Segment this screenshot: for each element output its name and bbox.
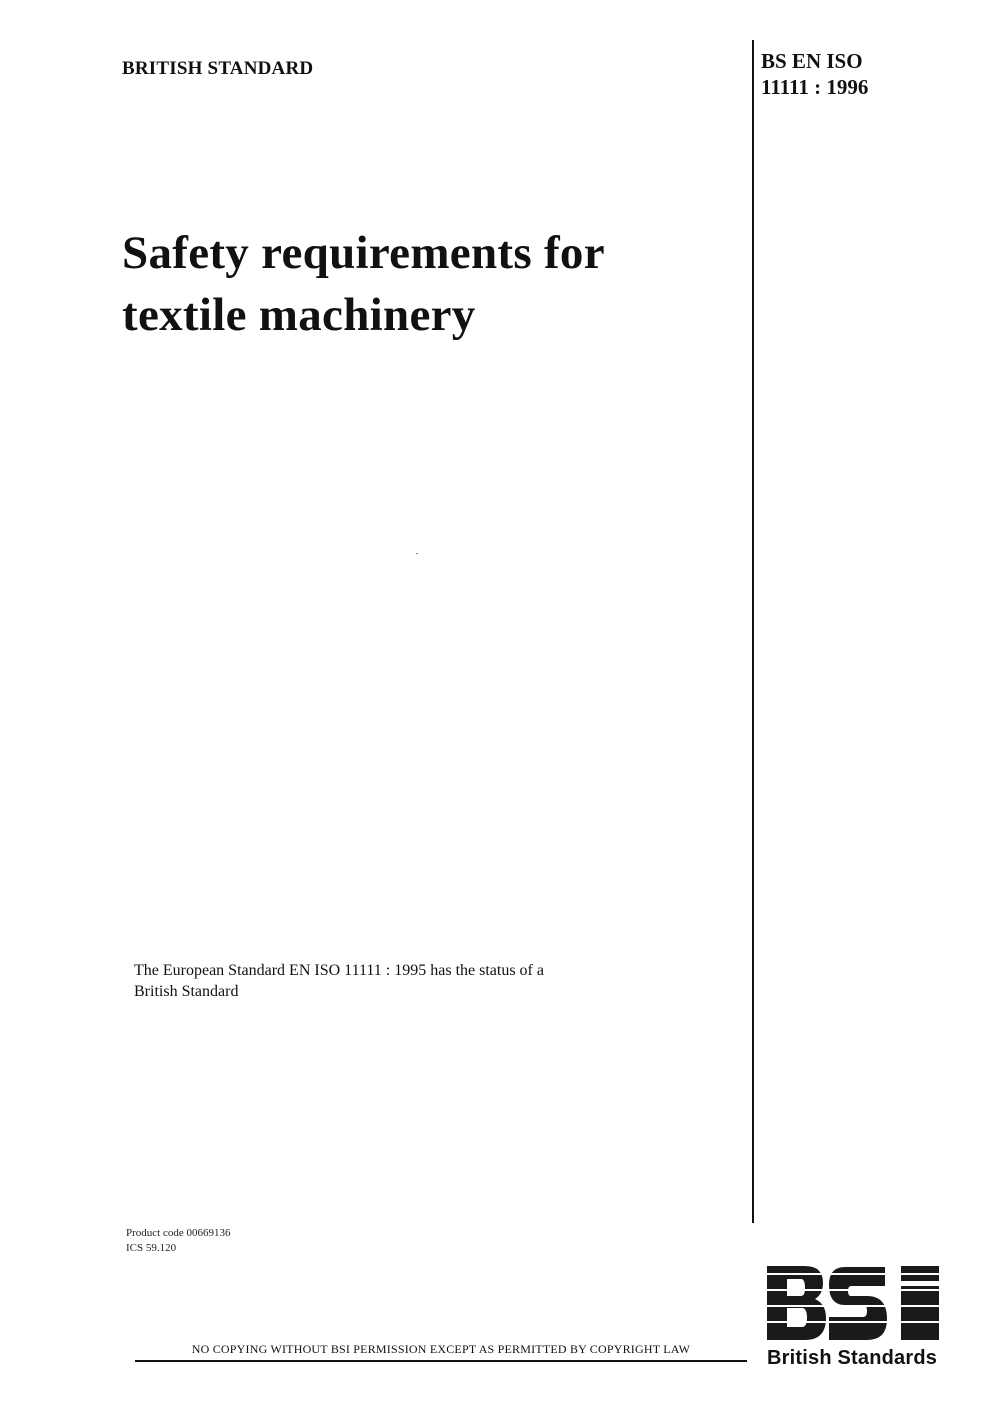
title-line1: Safety requirements for	[122, 227, 605, 279]
copyright-notice: NO COPYING WITHOUT BSI PERMISSION EXCEPT AS PERMITTED BY COPYRIGHT LAW	[135, 1342, 747, 1362]
document-title	[122, 222, 732, 346]
ics-code: ICS 59.120	[126, 1242, 177, 1254]
scan-speck	[416, 553, 418, 554]
standard-number-line1: BS EN ISO	[761, 49, 863, 73]
standard-number	[761, 48, 868, 100]
status-line2: British Standard	[134, 983, 239, 1000]
bsi-logo	[765, 1263, 945, 1373]
vertical-divider	[752, 40, 754, 1223]
status-statement	[134, 960, 614, 1002]
standard-number-line2: 11111 : 1996	[761, 75, 869, 99]
product-code: Product code 00669136	[126, 1227, 231, 1239]
product-info	[126, 1226, 230, 1256]
bsi-logo-mark	[765, 1263, 943, 1343]
title-line2: textile machinery	[122, 289, 476, 341]
bsi-logo-caption: British Standards	[767, 1347, 938, 1369]
document-type-label: BRITISH STANDARD	[122, 58, 314, 79]
status-line1: The European Standard EN ISO 11111 : 1995 has the status of a	[134, 962, 544, 979]
